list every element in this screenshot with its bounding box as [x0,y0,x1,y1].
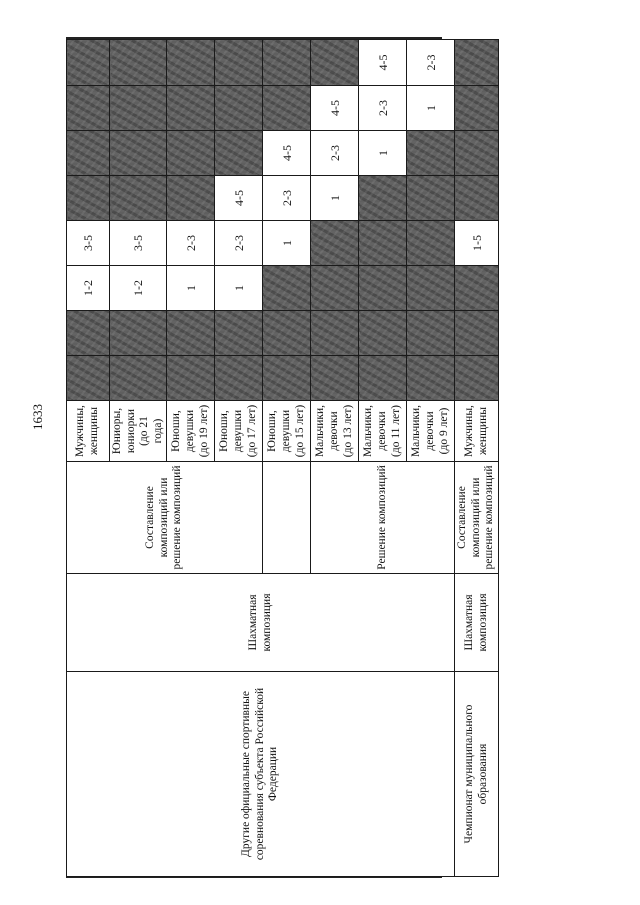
age-group-label: Мальчики, девочки (до 11 лет) [359,401,407,462]
place-range-cell: 4-5 [359,40,407,86]
shaded-cell [67,86,110,131]
shaded-cell [215,86,263,131]
place-range-cell: 1 [263,221,311,266]
page-number: 1633 [30,404,45,430]
shaded-cell [455,176,499,221]
shaded-cell [455,40,499,86]
shaded-cell [215,311,263,356]
age-group-label: Мужчины, женщины [67,401,110,462]
shaded-cell [311,356,359,401]
place-range-cell: 1 [359,131,407,176]
shaded-cell [359,356,407,401]
place-range-cell: 4-5 [215,176,263,221]
shaded-cell [311,266,359,311]
shaded-cell [110,311,167,356]
place-range-cell: 4-5 [263,131,311,176]
shaded-cell [67,356,110,401]
shaded-cell [407,311,455,356]
place-range-cell: 3-5 [110,221,167,266]
place-range-cell: 1 [407,86,455,131]
shaded-cell [67,131,110,176]
place-range-cell: 2-3 [407,40,455,86]
shaded-cell [110,356,167,401]
place-range-cell: 1 [215,266,263,311]
shaded-cell [359,311,407,356]
shaded-cell [110,40,167,86]
shaded-cell [407,356,455,401]
shaded-cell [167,131,215,176]
event-other-official: Другие официальные спортивные соревнования субъекта Российской Федерации [67,672,455,877]
place-range-cell: 4-5 [311,86,359,131]
shaded-cell [359,221,407,266]
shaded-cell [263,86,311,131]
competition-table [66,40,496,877]
shaded-cell [455,311,499,356]
shaded-cell [455,86,499,131]
shaded-cell [215,356,263,401]
shaded-cell [455,266,499,311]
shaded-cell [167,356,215,401]
program-compose-or-solve: Составление композиций или решение композиций [67,462,263,574]
discipline-chess-composition: Шахматная композиция [67,574,455,672]
shaded-cell [215,40,263,86]
place-range-cell: 1-2 [67,266,110,311]
shaded-cell [67,176,110,221]
shaded-cell [167,311,215,356]
place-range-cell: 2-3 [359,86,407,131]
age-group-label: Юниоры, юниорки (до 21 года) [110,401,167,462]
shaded-cell [455,131,499,176]
shaded-cell [110,131,167,176]
shaded-cell [359,266,407,311]
shaded-cell [263,356,311,401]
place-range-cell: 2-3 [215,221,263,266]
shaded-cell [263,266,311,311]
shaded-cell [167,176,215,221]
shaded-cell [311,311,359,356]
place-range-cell: 1-2 [110,266,167,311]
shaded-cell [110,176,167,221]
program-empty-cell [263,462,311,574]
shaded-cell [263,311,311,356]
shaded-cell [407,131,455,176]
shaded-cell [311,40,359,86]
place-range-cell: 1 [311,176,359,221]
shaded-cell [110,86,167,131]
shaded-cell [407,266,455,311]
shaded-cell [215,131,263,176]
shaded-cell [67,40,110,86]
place-range-cell: 1-5 [455,221,499,266]
age-group-label: Мужчины, женщины [455,401,499,462]
age-group-label: Мальчики, девочки (до 13 лет) [311,401,359,462]
shaded-cell [359,176,407,221]
shaded-cell [263,40,311,86]
place-range-cell: 3-5 [67,221,110,266]
shaded-cell [455,356,499,401]
place-range-cell: 2-3 [263,176,311,221]
event-municipal-championship: Чемпионат муниципального образования [455,672,499,877]
program-compose-or-solve: Составление композиций или решение композиций [455,462,499,574]
age-group-label: Юноши, девушки (до 17 лет) [215,401,263,462]
place-range-cell: 1 [167,266,215,311]
shaded-cell [167,86,215,131]
discipline-chess-composition: Шахматная композиция [455,574,499,672]
place-range-cell: 2-3 [311,131,359,176]
place-range-cell: 2-3 [167,221,215,266]
shaded-cell [167,40,215,86]
shaded-cell [311,221,359,266]
age-group-label: Юноши, девушки (до 15 лет) [263,401,311,462]
shaded-cell [407,221,455,266]
program-solve: Решение композиций [311,462,455,574]
age-group-label: Мальчики, девочки (до 9 лет) [407,401,455,462]
shaded-cell [407,176,455,221]
age-group-label: Юноши, девушки (до 19 лет) [167,401,215,462]
shaded-cell [67,311,110,356]
